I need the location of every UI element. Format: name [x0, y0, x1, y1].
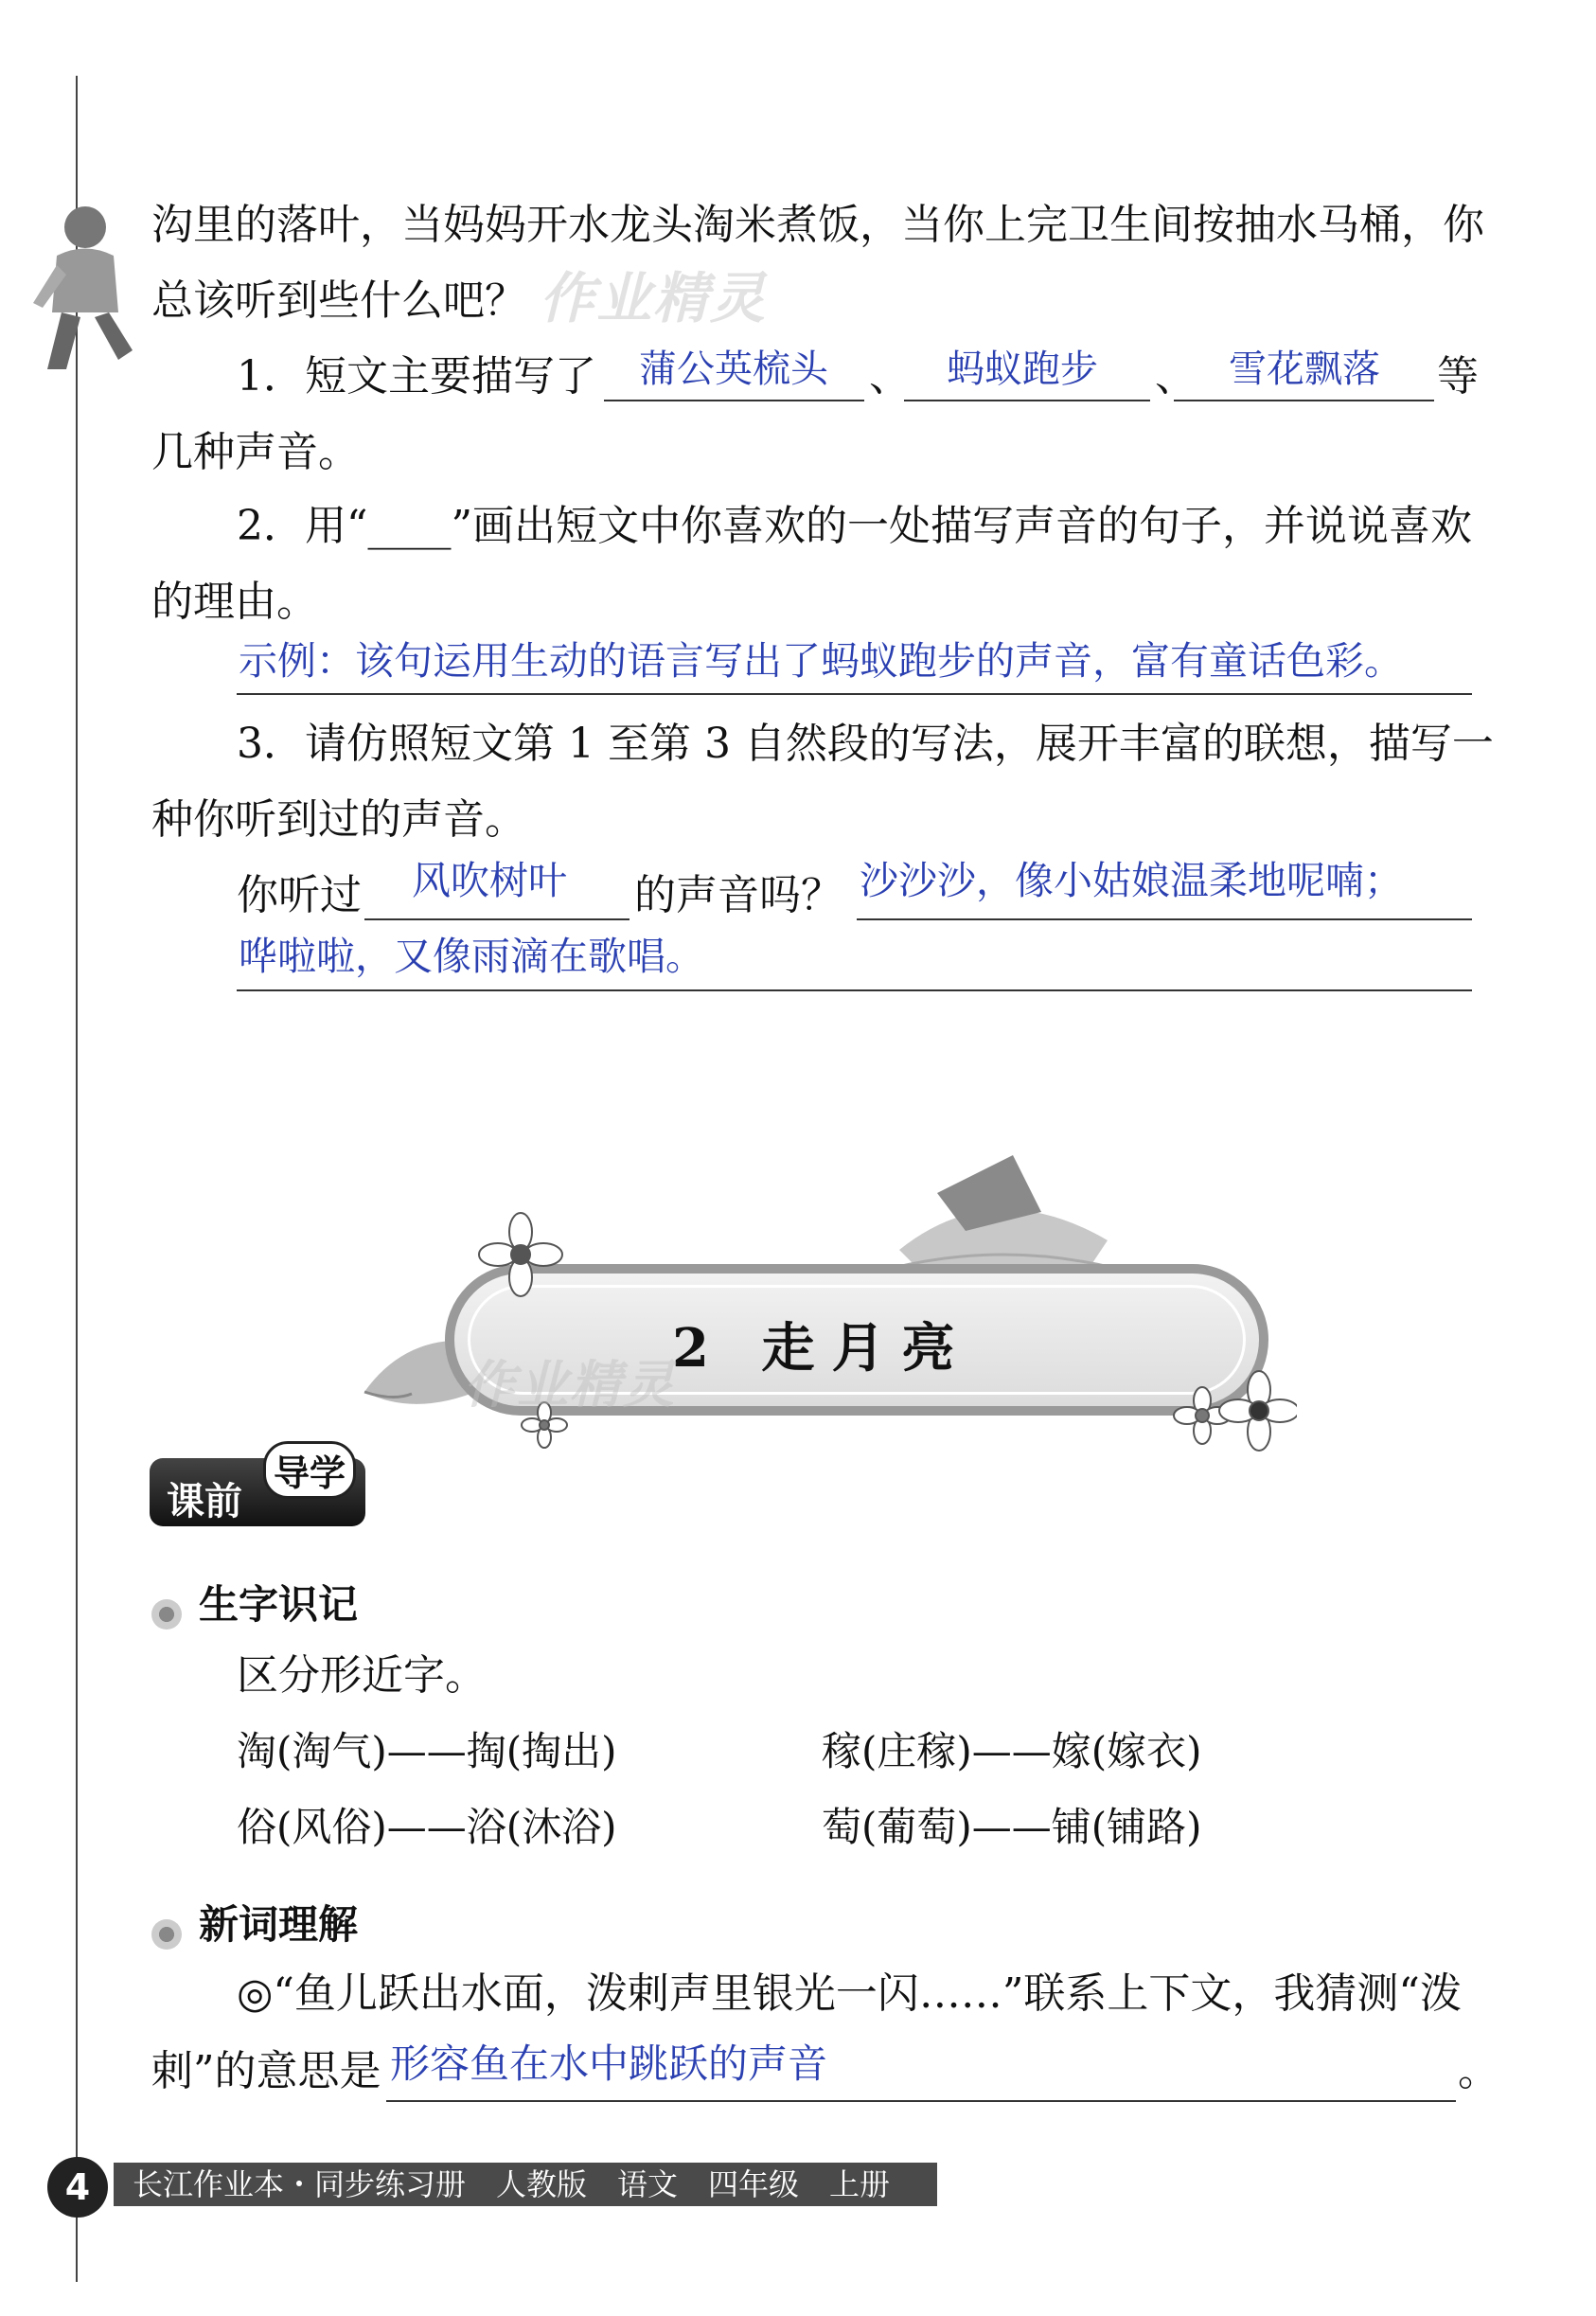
section1-header [151, 1574, 358, 1630]
q1-sep-2: 、 [1155, 352, 1197, 401]
boy-figure-illustration [28, 199, 142, 379]
passage-line-2: 总该听到些什么吧？ [151, 276, 526, 325]
bullet-icon [151, 1919, 182, 1950]
q2-line-2: 的理由。 [151, 578, 318, 626]
section2-line-1: ◎“鱼儿跃出水面，泼剌声里银光一闪……”联系上下文，我猜测“泼 [237, 1969, 1462, 2018]
section1-heading: 生字识记 [199, 1581, 359, 1628]
section2-header [151, 1894, 358, 1951]
footer-bar: 长江作业本・同步练习册 人教版 语文 四年级 上册 [114, 2163, 937, 2206]
q1-answer-3: 雪花飘落 [1229, 347, 1380, 391]
q1-answer-2: 蚂蚁跑步 [947, 347, 1098, 391]
chapter-title: 2 走月亮 [672, 1317, 972, 1380]
badge-part-1: 课前 [167, 1480, 242, 1523]
q1-prefix: 1．短文主要描写了 [237, 352, 596, 401]
q3-line-1: 3．请仿照短文第 1 至第 3 自然段的写法，展开丰富的联想，描写一 [237, 720, 1494, 768]
q3-answer-line-1-text: 沙沙沙，像小姑娘温柔地呢喃； [860, 858, 1403, 903]
char-pair-3: 俗(风俗)——浴(沐浴) [237, 1804, 617, 1850]
q1-answer-1: 蒲公英梳头 [639, 347, 828, 391]
q3-answer-line-2-text: 哗啦啦，又像雨滴在歌唱。 [239, 934, 704, 979]
section2-answer: 形容鱼在水中跳跃的声音 [390, 2040, 828, 2087]
char-pair-4: 萄(葡萄)——铺(铺路) [822, 1804, 1202, 1850]
page-number: 4 [47, 2157, 108, 2218]
section2-heading: 新词理解 [199, 1901, 359, 1948]
char-pair-1: 淘(淘气)——掏(掏出) [237, 1728, 617, 1774]
q3-prompt-suffix: 的声音吗？ [634, 871, 842, 919]
q3-answer-blank: 风吹树叶 [412, 858, 567, 903]
section2-line-2-suffix: 。 [1458, 2047, 1499, 2095]
q2-line-1: 2．用“____”画出短文中你喜欢的一处描写声音的句子，并说说喜欢 [237, 502, 1472, 550]
margin-rule [76, 76, 78, 2282]
q3-prompt-prefix: 你听过 [237, 871, 362, 919]
section1-intro: 区分形近字。 [237, 1651, 487, 1700]
section2-line-2-prefix: 剌”的意思是 [151, 2047, 381, 2095]
badge-part-2: 导学 [263, 1441, 356, 1499]
char-pair-2: 稼(庄稼)——嫁(嫁衣) [822, 1728, 1202, 1774]
passage-line-1: 沟里的落叶，当妈妈开水龙头淘米煮饭，当你上完卫生间按抽水马桶，你 [151, 201, 1484, 249]
section-badge [150, 1452, 365, 1526]
q3-line-2: 种你听到过的声音。 [151, 795, 526, 844]
q1-line-2: 几种声音。 [151, 428, 360, 476]
boat-illustration [880, 1136, 1126, 1278]
flower-cluster-icon [1164, 1363, 1297, 1468]
q1-sep-1: 、 [869, 352, 911, 401]
bullet-icon [151, 1599, 182, 1630]
flower-icon [473, 1207, 568, 1302]
q2-answer: 示例：该句运用生动的语言写出了蚂蚁跑步的声音，富有童话色彩。 [239, 638, 1403, 684]
q1-suffix: 等 [1437, 352, 1479, 401]
watermark: 作业精灵 [540, 266, 768, 330]
watermark-2: 作业精灵 [464, 1355, 676, 1415]
